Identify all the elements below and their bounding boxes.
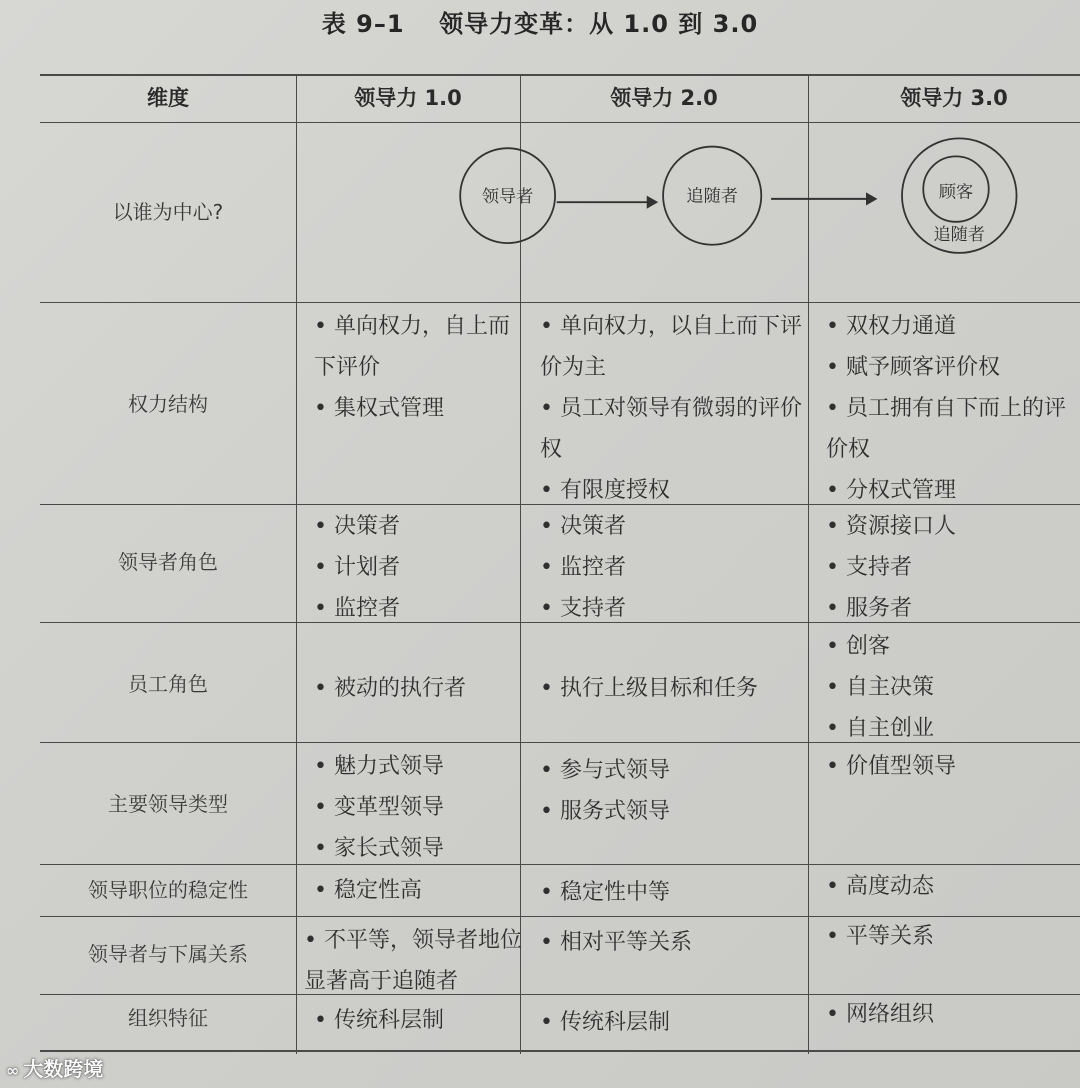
stability-2 <box>528 872 806 913</box>
list-item: • 平等关系 <box>814 916 1076 957</box>
follower-circle-label: 追随者 <box>686 186 738 207</box>
header-leadership-2: 领导力 2.0 <box>610 86 718 110</box>
list-item: • 有限度授权 <box>528 470 806 511</box>
caption-number: 表 9–1 <box>321 10 405 38</box>
list-item: • 服务者 <box>814 588 1076 629</box>
watermark <box>6 1053 103 1082</box>
relationship-2 <box>528 922 806 963</box>
list-item: • 参与式领导 <box>528 750 806 791</box>
leadership-table <box>40 74 1080 1054</box>
leader-circle-label: 领导者 <box>481 187 534 208</box>
table-rule <box>40 302 1080 303</box>
row-dimension-power-structure: 权力结构 <box>128 392 208 416</box>
list-item: • 决策者 <box>528 506 806 547</box>
employee-role-3 <box>814 626 1076 749</box>
row-dimension-center: 以谁为中心? <box>112 200 224 224</box>
relationship-1 <box>292 920 522 1002</box>
table-rule-bottom <box>40 1050 1080 1052</box>
leadership-type-2 <box>528 750 806 832</box>
follower-outer-label: 追随者 <box>933 224 986 245</box>
list-item: • 高度动态 <box>814 866 1076 907</box>
relationship-3 <box>814 916 1076 957</box>
stability-1 <box>302 870 518 911</box>
row-dimension-employee-role: 员工角色 <box>128 672 208 696</box>
leader-role-2 <box>528 506 806 629</box>
leadership-type-3 <box>814 746 1076 787</box>
stability-3 <box>814 866 1076 907</box>
row-dimension-organization: 组织特征 <box>128 1006 208 1030</box>
list-item: • 决策者 <box>302 506 518 547</box>
list-item: • 服务式领导 <box>528 791 806 832</box>
list-item: • 支持者 <box>528 588 806 629</box>
list-item: • 传统科层制 <box>302 1000 518 1041</box>
list-item: • 被动的执行者 <box>302 668 518 709</box>
customer-circle-label: 顾客 <box>938 182 974 203</box>
list-item: • 变革型领导 <box>302 787 518 828</box>
list-item: • 双权力通道 <box>814 306 1076 347</box>
list-item: • 执行上级目标和任务 <box>528 668 806 709</box>
list-item: • 传统科层制 <box>528 1002 806 1043</box>
list-item: • 网络组织 <box>814 994 1076 1035</box>
leader-role-3 <box>814 506 1076 629</box>
list-item: • 自主决策 <box>814 667 1076 708</box>
row-dimension-relationship: 领导者与下属关系 <box>88 942 248 966</box>
leader-role-1 <box>302 506 518 629</box>
organization-3 <box>814 994 1076 1035</box>
caption-title: 领导力变革：从 1.0 到 3.0 <box>439 10 759 38</box>
list-item: • 监控者 <box>302 588 518 629</box>
power-structure-3 <box>814 306 1076 511</box>
list-item: • 价值型领导 <box>814 746 1076 787</box>
leadership-type-1 <box>302 746 518 869</box>
list-item: • 员工拥有自下而上的评价权 <box>814 388 1076 470</box>
watermark-text: 大数跨境 <box>23 1057 104 1081</box>
table-rule <box>40 864 1080 865</box>
list-item: • 单向权力，自上而下评价 <box>302 306 518 388</box>
center-diagram <box>40 122 1080 302</box>
list-item: • 自主创业 <box>814 708 1076 749</box>
power-structure-1 <box>302 306 518 429</box>
arrow-head-1 <box>647 196 658 209</box>
employee-role-2 <box>528 668 806 709</box>
table-caption <box>0 4 1080 39</box>
list-item: • 家长式领导 <box>302 828 518 869</box>
watermark-logo-icon: ∞ <box>6 1061 20 1080</box>
employee-role-1 <box>302 668 518 709</box>
list-item: • 单向权力，以自上而下评价为主 <box>528 306 806 388</box>
list-item: • 稳定性中等 <box>528 872 806 913</box>
list-item: • 资源接口人 <box>814 506 1076 547</box>
list-item: • 监控者 <box>528 547 806 588</box>
organization-2 <box>528 1002 806 1043</box>
list-item: • 赋予顾客评价权 <box>814 347 1076 388</box>
list-item: • 创客 <box>814 626 1076 667</box>
row-dimension-leadership-type: 主要领导类型 <box>108 792 228 816</box>
list-item: • 员工对领导有微弱的评价权 <box>528 388 806 470</box>
list-item: • 支持者 <box>814 547 1076 588</box>
table-rule-top <box>40 74 1080 76</box>
list-item: • 集权式管理 <box>302 388 518 429</box>
header-dimension: 维度 <box>147 86 189 110</box>
list-item: • 不平等，领导者地位显著高于追随者 <box>292 920 522 1002</box>
power-structure-2 <box>528 306 806 511</box>
row-dimension-stability: 领导职位的稳定性 <box>88 878 248 902</box>
list-item: • 相对平等关系 <box>528 922 806 963</box>
header-leadership-3: 领导力 3.0 <box>900 86 1008 110</box>
arrow-head-2 <box>866 192 877 205</box>
list-item: • 分权式管理 <box>814 470 1076 511</box>
list-item: • 稳定性高 <box>302 870 518 911</box>
row-dimension-leader-role: 领导者角色 <box>118 550 218 574</box>
list-item: • 魅力式领导 <box>302 746 518 787</box>
header-leadership-1: 领导力 1.0 <box>354 86 462 110</box>
list-item: • 计划者 <box>302 547 518 588</box>
organization-1 <box>302 1000 518 1041</box>
